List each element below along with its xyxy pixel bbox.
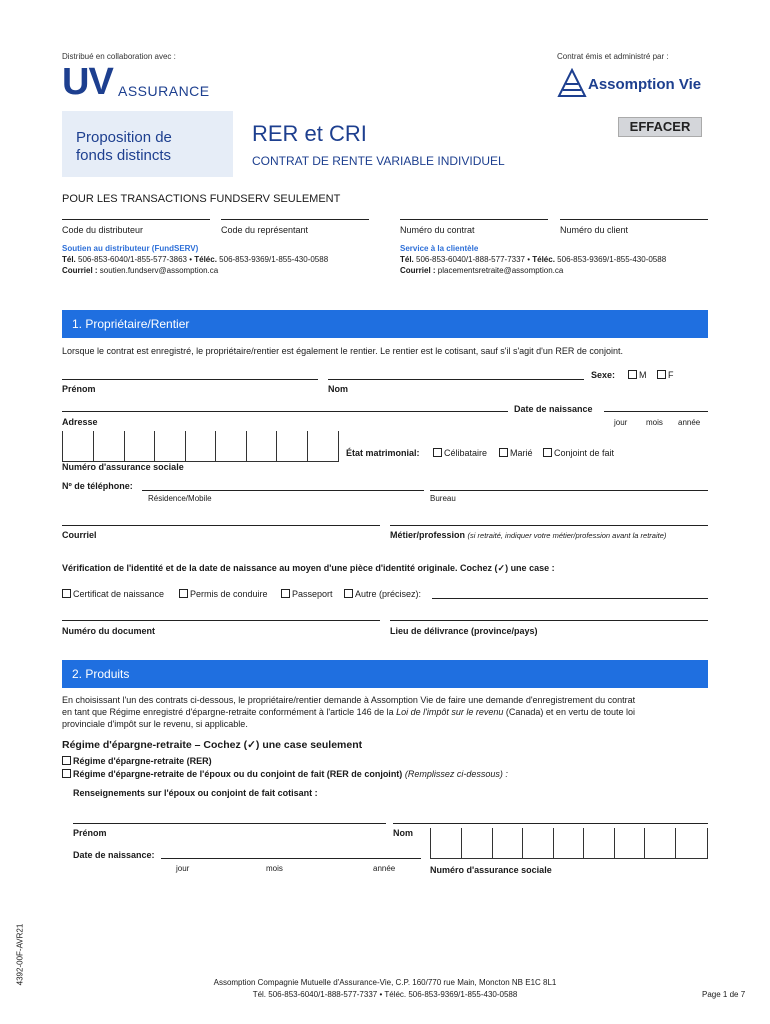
contract-number-field[interactable]: [400, 219, 548, 220]
distributor-code-label: Code du distributeur: [62, 225, 144, 235]
last-name-field[interactable]: [328, 379, 584, 380]
page-number: Page 1 de 7: [702, 990, 746, 999]
occupation-label: Métier/profession (si retraité, indiquer votre métier/profession avant la retraite): [390, 530, 667, 540]
section1-intro: Lorsque le contrat est enregistré, le propriétaire/rentier est également le rentier. Le rentier est le cotisant, sauf s'il s'agit d'un RER de conjoint.: [62, 346, 623, 356]
rer-option[interactable]: Régime d'épargne-retraite (RER): [62, 756, 212, 766]
section1-header: 1. Propriétaire/Rentier: [62, 310, 708, 338]
uv-logo: UV: [62, 61, 113, 103]
checkbox-licence-icon: [179, 589, 188, 598]
client-service-contact: Service à la clientèle Tél. 506-853-6040/1-888-577-7337 • Téléc. 506-853-9369/1-855-430-0588 Courriel : placementsretraite@assomption.ca: [400, 244, 667, 275]
spouse-sin-field[interactable]: [430, 828, 708, 859]
checkbox-passport-icon: [281, 589, 290, 598]
checkbox-rer-icon: [62, 756, 71, 765]
spouse-first-name-field[interactable]: [73, 823, 386, 824]
issue-place-field[interactable]: [390, 620, 708, 621]
issue-place-label: Lieu de délivrance (province/pays): [390, 626, 538, 636]
address-label: Adresse: [62, 417, 98, 427]
first-name-label: Prénom: [62, 384, 96, 394]
last-name-label: Nom: [328, 384, 348, 394]
spouse-day-label: jour: [176, 864, 190, 873]
month-label: mois: [646, 418, 663, 427]
phone-label: Nº de téléphone:: [62, 481, 133, 491]
assomption-logo-icon: [557, 68, 587, 103]
checkbox-single-icon: [433, 448, 442, 457]
section2-intro: En choisissant l'un des contrats ci-dessous, le propriétaire/rentier demande à Assomption Vie de faire une demande d'enregistrement du contrat en tant que Régime enregistré d'épargne-retraite conformément à l'article 146 de la Loi de l'impôt sur le revenu (Canada) et en vertu de toute loi provinciale d'impôt sur le revenu, si applicable.: [62, 695, 636, 729]
year-label: année: [678, 418, 701, 427]
client-number-field[interactable]: [560, 219, 708, 220]
home-phone-field[interactable]: [142, 490, 424, 491]
support-contact: Soutien au distributeur (FundSERV) Tél. 506-853-6040/1-855-577-3863 • Téléc. 506-853-9369/1-855-430-0588 Courriel : soutien.fundserv@assomption.ca: [62, 244, 329, 275]
proposal-line1: Proposition de: [76, 129, 172, 146]
owner-sin-field[interactable]: [62, 431, 339, 462]
distributor-code-field[interactable]: [62, 219, 210, 220]
id-drivers-licence-option[interactable]: Permis de conduire: [179, 589, 268, 599]
title-box: [62, 111, 708, 177]
footer-address: Assomption Compagnie Mutuelle d'Assurance-Vie, C.P. 160/770 rue Main, Moncton NB E1C 8L1: [213, 978, 557, 987]
checkbox-m-icon: [628, 370, 637, 379]
sex-label: Sexe:: [591, 370, 616, 380]
marital-common-law-option[interactable]: Conjoint de fait: [543, 448, 614, 458]
rep-code-label: Code du représentant: [221, 225, 309, 235]
spousal-rer-option[interactable]: Régime d'épargne-retraite de l'époux ou du conjoint de fait (RER de conjoint) (Remplissez ci-dessous) :: [62, 769, 508, 779]
spouse-year-label: année: [373, 864, 396, 873]
page-title: RER et CRI: [252, 121, 367, 146]
contract-number-label: Numéro du contrat: [400, 225, 475, 235]
occupation-field[interactable]: [390, 525, 708, 526]
birth-date-field[interactable]: [604, 411, 708, 412]
spouse-birth-date-field[interactable]: [161, 858, 421, 859]
email-label: Courriel: [62, 530, 97, 540]
spouse-last-name-field[interactable]: [393, 823, 708, 824]
document-number-label: Numéro du document: [62, 626, 156, 636]
checkbox-common-law-icon: [543, 448, 552, 457]
spouse-month-label: mois: [266, 864, 283, 873]
clear-button[interactable]: EFFACER: [618, 117, 702, 137]
spouse-first-name-label: Prénom: [73, 828, 107, 838]
spouse-birth-date-label: Date de naissance:: [73, 850, 155, 860]
office-phone-field[interactable]: [430, 490, 708, 491]
marital-label: État matrimonial:: [346, 448, 420, 458]
checkbox-f-icon: [657, 370, 666, 379]
document-number-field[interactable]: [62, 620, 380, 621]
uv-assurance-text: ASSURANCE: [118, 83, 210, 99]
rep-code-field[interactable]: [221, 219, 369, 220]
day-label: jour: [614, 418, 628, 427]
marital-single-option[interactable]: Célibataire: [433, 448, 487, 458]
address-field[interactable]: [62, 411, 508, 412]
spouse-info-heading: Renseignements sur l'époux ou conjoint de fait cotisant :: [73, 788, 318, 798]
assomption-logo-text: Assomption Vie: [588, 76, 702, 93]
id-passport-option[interactable]: Passeport: [281, 589, 333, 599]
footer-phone: Tél. 506-853-6040/1-888-577-7337 • Téléc. 506-853-9369/1-855-430-0588: [252, 990, 518, 999]
sex-f-option[interactable]: F: [657, 370, 674, 380]
client-number-label: Numéro du client: [560, 225, 629, 235]
checkbox-birth-cert-icon: [62, 589, 71, 598]
email-field[interactable]: [62, 525, 380, 526]
page-subtitle: CONTRAT DE RENTE VARIABLE INDIVIDUEL: [252, 154, 505, 168]
sex-m-option[interactable]: M: [628, 370, 647, 380]
birth-date-label: Date de naissance: [514, 404, 593, 414]
checkbox-other-icon: [344, 589, 353, 598]
first-name-field[interactable]: [62, 379, 318, 380]
checkbox-spousal-rer-icon: [62, 769, 71, 778]
checkbox-married-icon: [499, 448, 508, 457]
fundserv-heading: POUR LES TRANSACTIONS FUNDSERV SEULEMENT: [62, 193, 341, 205]
form-code: 4392-00F-AVR21: [15, 923, 25, 986]
id-other-field[interactable]: [432, 598, 708, 599]
owner-sin-label: Numéro d'assurance sociale: [62, 462, 184, 472]
marital-married-option[interactable]: Marié: [499, 448, 533, 458]
section2-header: 2. Produits: [62, 660, 708, 688]
spouse-sin-label: Numéro d'assurance sociale: [430, 865, 552, 875]
proposal-line2: fonds distincts: [76, 147, 172, 164]
contract-issued-label: Contrat émis et administré par :: [557, 52, 669, 61]
office-phone-label: Bureau: [430, 494, 456, 503]
home-phone-label: Résidence/Mobile: [148, 494, 212, 503]
distributed-label: Distribué en collaboration avec :: [62, 52, 176, 61]
regime-heading: Régime d'épargne-retraite – Cochez (✓) une case seulement: [62, 739, 363, 751]
spouse-last-name-label: Nom: [393, 828, 413, 838]
id-birth-certificate-option[interactable]: Certificat de naissance: [62, 589, 164, 599]
id-verification-heading: Vérification de l'identité et de la date de naissance au moyen d'une pièce d'identité originale. Cochez (✓) une case :: [62, 563, 555, 573]
id-other-option[interactable]: Autre (précisez):: [344, 589, 421, 599]
